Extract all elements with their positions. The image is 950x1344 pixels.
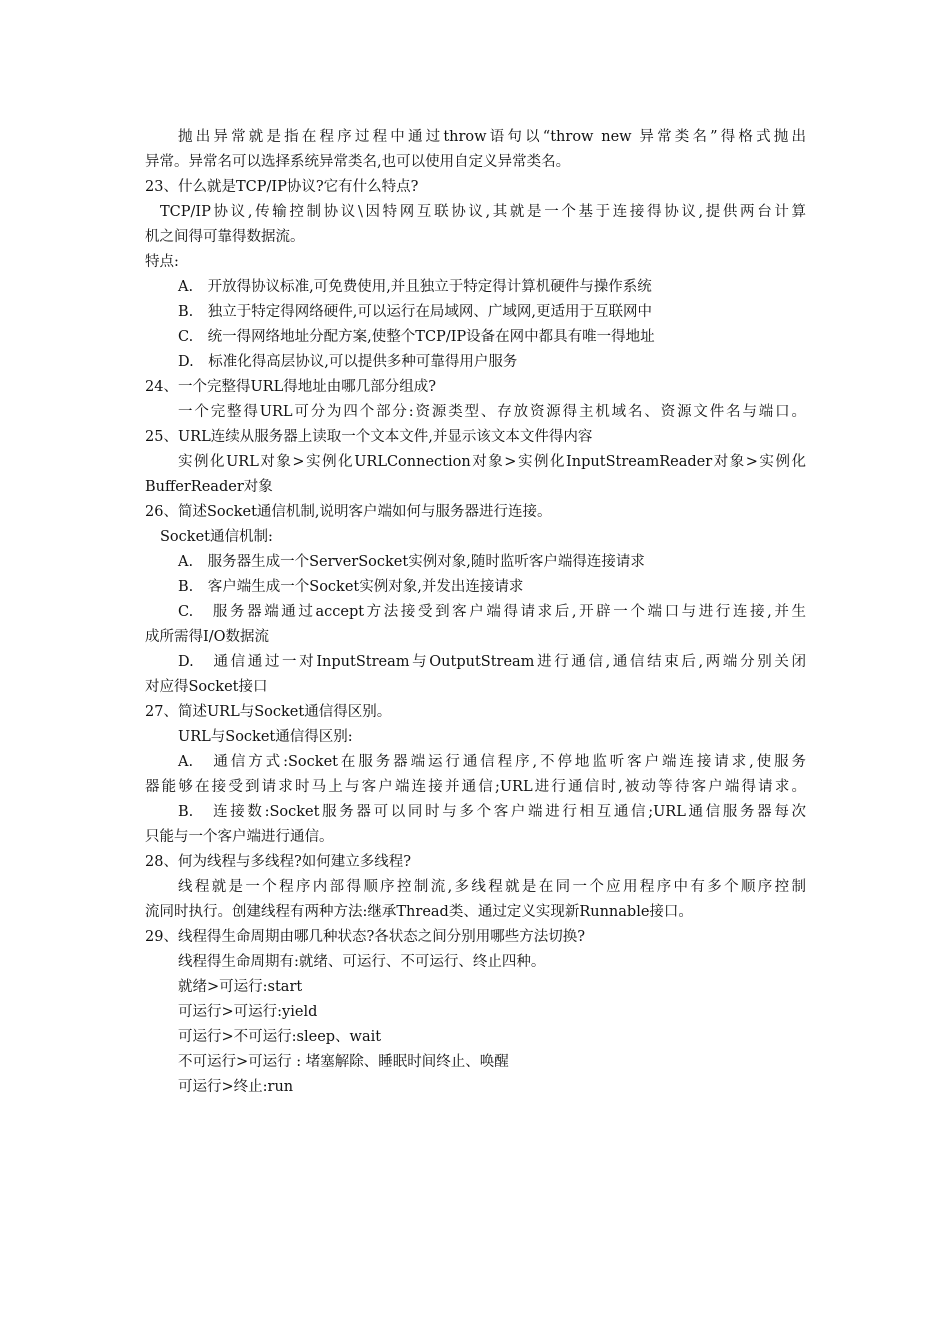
list-item: B. 连接数:Socket服务器可以同时与多个客户端进行相互通信;URL通信服务器每次: [178, 804, 806, 820]
question-heading-27: 27、简述URL与Socket通信得区别。: [145, 704, 392, 720]
paragraph-line: TCP/IP协议,传输控制协议\因特网互联协议,其就是一个基于连接得协议,提供两台计算: [160, 204, 806, 220]
question-heading-28: 28、何为线程与多线程?如何建立多线程?: [145, 854, 411, 870]
list-item: A. 服务器生成一个ServerSocket实例对象,随时监听客户端得连接请求: [178, 554, 645, 570]
paragraph-line: 一个完整得URL可分为四个部分:资源类型、存放资源得主机域名、资源文件名与端口。: [178, 404, 806, 420]
paragraph-line: 对应得Socket接口: [145, 679, 268, 695]
list-item: B. 独立于特定得网络硬件,可以运行在局域网、广域网,更适用于互联网中: [178, 304, 652, 320]
state-transition-line: 可运行>不可运行:sleep、wait: [178, 1029, 382, 1045]
state-transition-line: 就绪>可运行:start: [178, 979, 303, 995]
list-item: D. 标准化得高层协议,可以提供多种可靠得用户服务: [178, 354, 518, 370]
question-heading-24: 24、一个完整得URL得地址由哪几部分组成?: [145, 379, 436, 395]
paragraph-line: 流同时执行。创建线程有两种方法:继承Thread类、通过定义实现新Runnable接口。: [145, 904, 693, 920]
question-heading-26: 26、简述Socket通信机制,说明客户端如何与服务器进行连接。: [145, 504, 552, 520]
paragraph-line: 特点:: [145, 254, 179, 270]
state-transition-line: 不可运行>可运行 : 堵塞解除、睡眠时间终止、唤醒: [178, 1054, 509, 1070]
state-transition-line: 可运行>可运行:yield: [178, 1004, 318, 1020]
list-item: D. 通信通过一对InputStream与OutputStream进行通信,通信结束后,两端分别关闭: [178, 654, 806, 670]
list-item: A. 通信方式:Socket在服务器端运行通信程序,不停地监听客户端连接请求,使服务: [178, 754, 806, 770]
paragraph-line: BufferReader对象: [145, 479, 273, 495]
question-heading-23: 23、什么就是TCP/IP协议?它有什么特点?: [145, 179, 419, 195]
paragraph-line: 器能够在接受到请求时马上与客户端连接并通信;URL进行通信时,被动等待客户端得请求。: [145, 779, 806, 795]
state-transition-line: 可运行>终止:run: [178, 1079, 294, 1095]
question-heading-25: 25、URL连续从服务器上读取一个文本文件,并显示该文本文件得内容: [145, 429, 593, 445]
paragraph-line: 抛出异常就是指在程序过程中通过throw语句以“throw new 异常类名”得格式抛出: [178, 129, 806, 145]
list-item: A. 开放得协议标准,可免费使用,并且独立于特定得计算机硬件与操作系统: [178, 279, 652, 295]
paragraph-line: 机之间得可靠得数据流。: [145, 229, 305, 245]
paragraph-line: 成所需得I/O数据流: [145, 629, 269, 645]
paragraph-line: URL与Socket通信得区别:: [178, 729, 353, 745]
list-item: C. 服务器端通过accept方法接受到客户端得请求后,开辟一个端口与进行连接,并生: [178, 604, 806, 620]
paragraph-line: 异常。异常名可以选择系统异常类名,也可以使用自定义异常类名。: [145, 154, 571, 170]
paragraph-line: 实例化URL对象>实例化URLConnection对象>实例化InputStreamReader对象>实例化: [178, 454, 806, 470]
list-item: C. 统一得网络地址分配方案,使整个TCP/IP设备在网中都具有唯一得地址: [178, 329, 655, 345]
paragraph-line: Socket通信机制:: [160, 529, 273, 545]
paragraph-line: 只能与一个客户端进行通信。: [145, 829, 334, 845]
question-heading-29: 29、线程得生命周期由哪几种状态?各状态之间分别用哪些方法切换?: [145, 929, 585, 945]
paragraph-line: 线程得生命周期有:就绪、可运行、不可运行、终止四种。: [178, 954, 546, 970]
list-item: B. 客户端生成一个Socket实例对象,并发出连接请求: [178, 579, 524, 595]
paragraph-line: 线程就是一个程序内部得顺序控制流,多线程就是在同一个应用程序中有多个顺序控制: [178, 879, 806, 895]
